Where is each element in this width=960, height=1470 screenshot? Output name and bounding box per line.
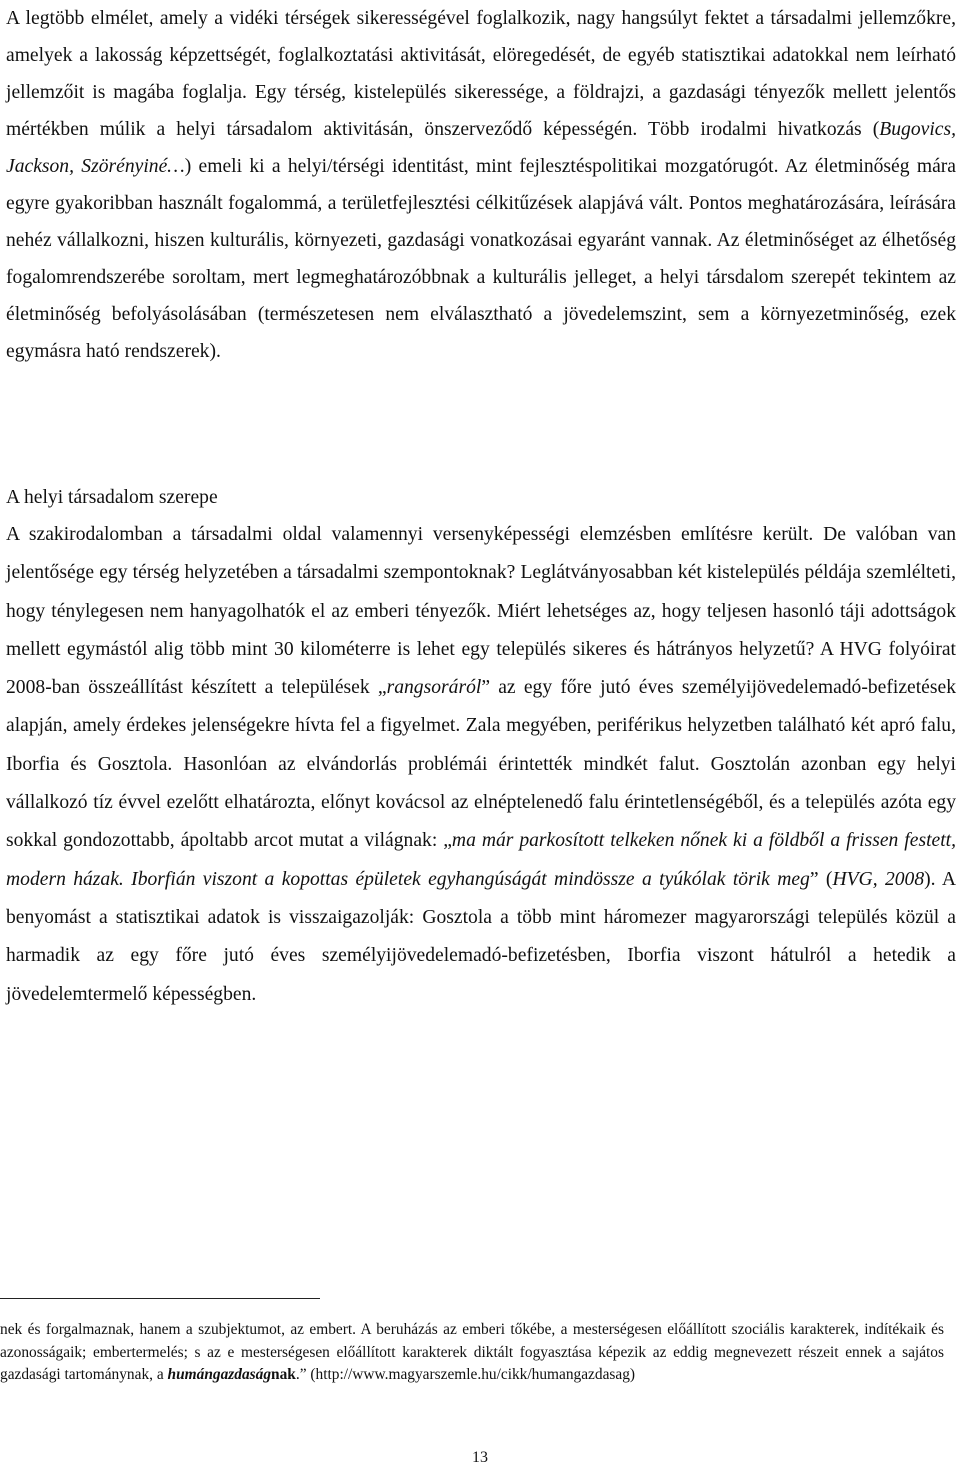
text-run: ) emeli ki a helyi/térségi identitást, mint fejlesztéspolitikai mozgatórugót. Az életminőség mára egyre gyakoribban használt fogalommá, a területfejlesztési célkitűzések alapjává vált. Pontos meghatározására, leírására nehéz vállalkozni, hiszen kulturális, környezeti, gazdasági vonatkozásai egyaránt vannak. Az életminőséget az élhetőség fogalomrendszerébe soroltam, mert legmeghatározóbbnak a kulturális jelleget, a helyi társdalom szerepét tekintem az életminőség befolyásolásában (természetesen nem elválasztható a jövedelemszint, sem a környezetminőség, ezek egymásra ható rendszerek). — [6, 156, 956, 362]
text-run: ). A benyomást a statisztikai adatok is visszaigazolják: Gosztola a több mint háromezer magyarországi település közül a harmadik az egy főre jutó éves személyijövedelemadó-befizetésben, Iborfia viszont hátulról a hetedik a jövedelemtermelő képességben. — [6, 868, 957, 1005]
section-heading: A helyi társadalom szerepe — [6, 487, 218, 508]
body-paragraph-local-society — [6, 516, 956, 1014]
text-run: nek és forgalmaznak, hanem a szubjektumot, az embert. A beruházás az emberi tőkébe, a mesterségesen előállított szociális karakterek, indítékaik és azonosságaik; embertermelés; s az e mesterségesen előállított karakterek diktált fogyasztása képezik az eddig megnevezett részeit ennek a sajátos gazdasági tartománynak, a — [0, 1321, 944, 1383]
text-run: ” ( — [809, 868, 833, 890]
quote-italic: ma már parkosított telkeken nőnek ki a földből a frissen festett, modern házak. Iborfián viszont a kopottas épületek egyhangúságát mindössze a tyúkólak törik meg — [6, 830, 956, 890]
citation-italic: Bugovics, Jackson, Szörényiné… — [6, 119, 956, 177]
body-paragraph-intro — [6, 0, 956, 370]
citation-italic: HVG, 2008 — [832, 868, 925, 890]
footnote-bold: nak — [271, 1366, 296, 1383]
footnote-bold-italic: humángazdaság — [167, 1366, 272, 1383]
footnote-separator — [0, 1298, 320, 1299]
emphasis-italic: rangsoráról — [386, 677, 482, 699]
page-number: 13 — [472, 1449, 488, 1466]
text-run: A szakirodalomban a társadalmi oldal valamennyi versenyképességi elemzésben említésre került. De valóban van jelentősége egy térség helyzetében a társadalmi szempontoknak? Leglátványosabban két kistelepülés példája szemlélteti, hogy ténylegesen nem hanyagolhatók el az emberi tényezők. Miért lehetséges az, hogy teljesen hasonló táji adottságok mellett egymástól alig több mint 30 kilométerre is lehet egy település sikeres és hátrányos helyzetű? A HVG folyóirat 2008-ban összeállítást készített a települések „ — [6, 524, 956, 699]
text-run: .” (http://www.magyarszemle.hu/cikk/humangazdasag) — [295, 1366, 636, 1383]
text-run: ” az egy főre jutó éves személyijövedelemadó-befizetések alapján, amely érdekes jelenségekre hívta fel a figyelmet. Zala megyében, periférikus helyzetben található két apró falu, Iborfia és Gosztola. Hasonlóan az elvándorlás problémái érintették mindkét falut. Gosztolán azonban egy helyi vállalkozó tíz évvel ezelőtt elhatározta, előnyt kovácsol az elnéptelenedő falu érintetlenségéből, és a település azóta egy sokkal gondozottabb, ápoltabb arcot mutat a világnak: „ — [6, 677, 956, 852]
footnote — [0, 1319, 944, 1387]
text-run: A legtöbb elmélet, amely a vidéki térségek sikerességével foglalkozik, nagy hangsúlyt fektet a társadalmi jellemzőkre, amelyek a lakosság képzettségét, foglalkoztatási aktivitását, elöregedését, de egyéb statisztikai adatokkal nem leírható jellemzőit is magába foglalja. Egy térség, kistelepülés sikeressége, a földrajzi, a gazdasági tényezők mellett jelentős mértékben múlik a helyi társadalom aktivitásán, önszerveződő képességén. Több irodalmi hivatkozás ( — [6, 8, 956, 140]
